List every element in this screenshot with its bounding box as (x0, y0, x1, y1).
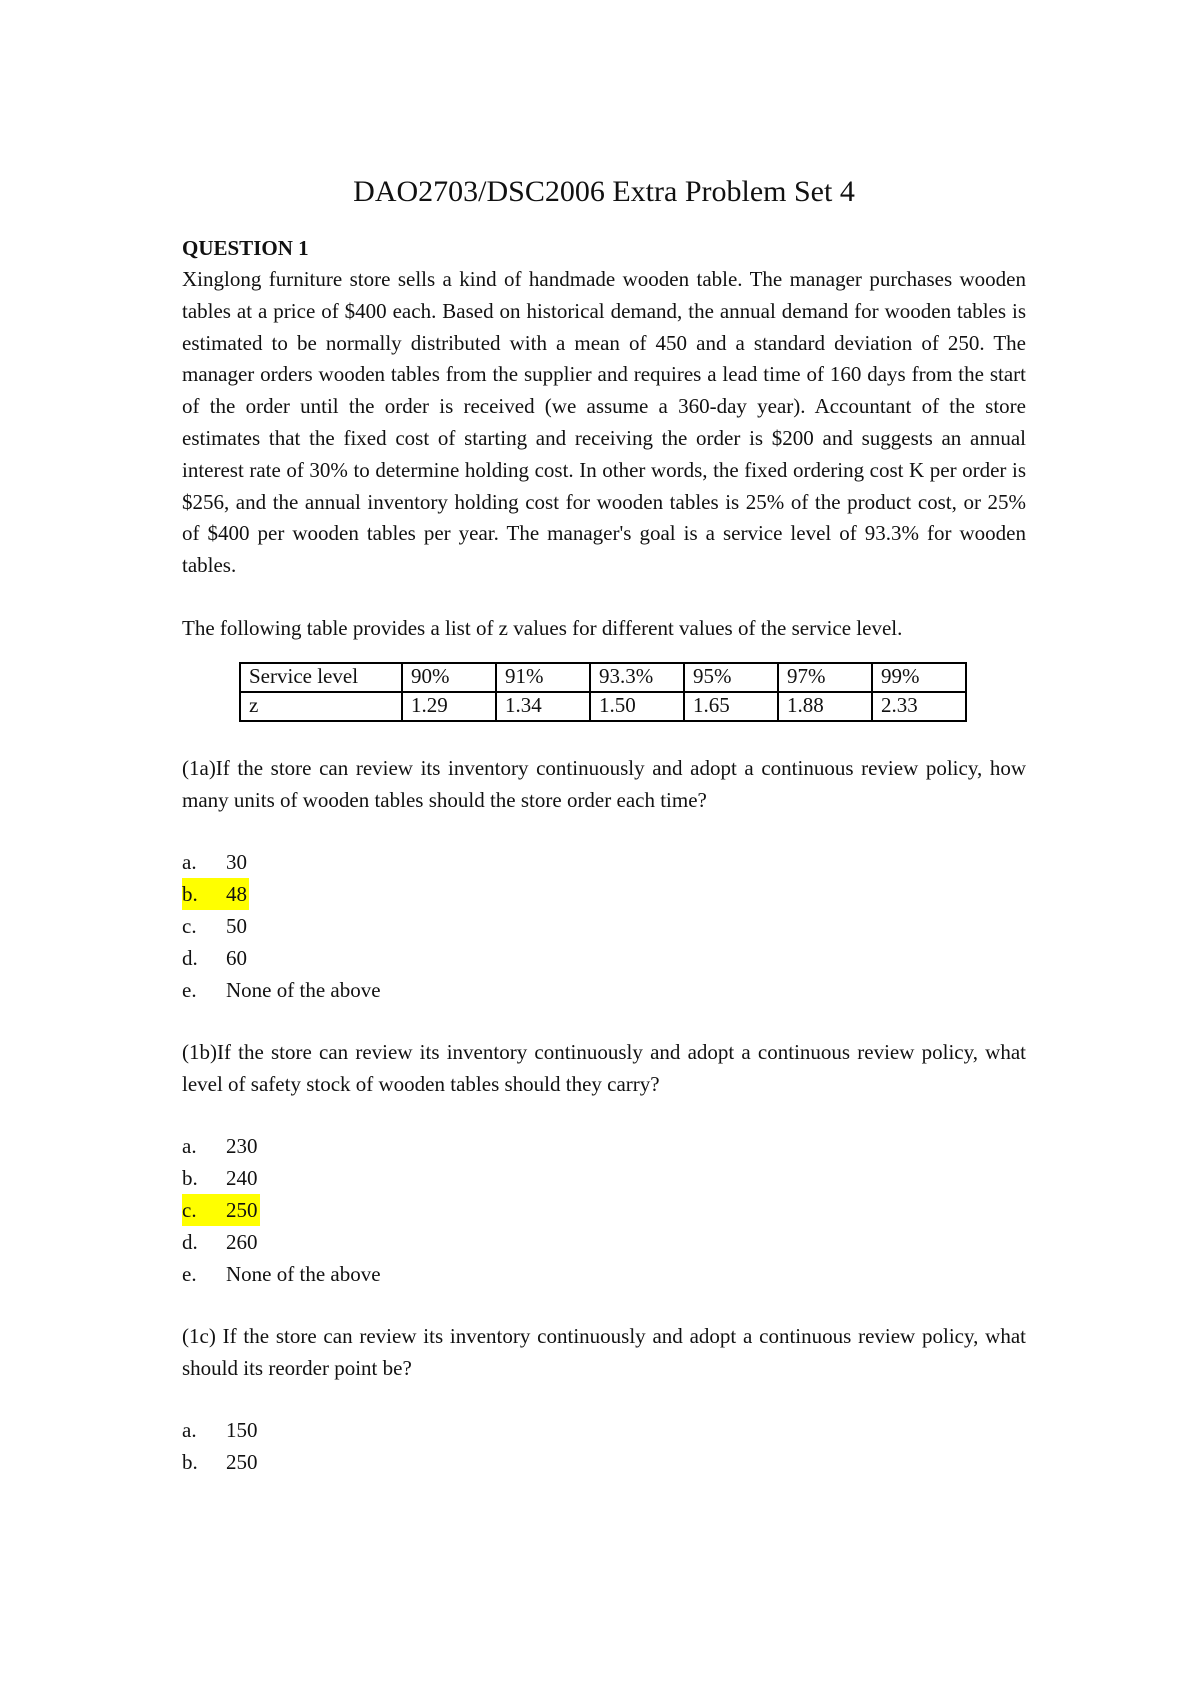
options-1a (182, 846, 1026, 1006)
table-cell: 1.34 (496, 692, 590, 721)
subquestion-1a: (1a)If the store can review its inventory continuously and adopt a continuous review policy, how many units of wooden tables should the store order each time? (182, 755, 1026, 812)
list-item (182, 974, 1026, 1006)
table-cell: 95% (684, 663, 778, 692)
list-item (182, 1226, 1026, 1258)
list-item (182, 878, 1026, 910)
page-content (182, 172, 1026, 1478)
table-cell: 1.88 (778, 692, 872, 721)
option-text: None of the above (226, 977, 381, 1002)
option-letter: a. (182, 1417, 197, 1442)
option-letter: d. (182, 1229, 198, 1254)
table-row (240, 692, 966, 721)
list-item (182, 1414, 1026, 1446)
option-line (182, 1258, 383, 1290)
document-title: DAO2703/DSC2006 Extra Problem Set 4 (353, 175, 855, 208)
options-1c (182, 1414, 1026, 1478)
table-intro: The following table provides a list of z values for different values of the service level. (182, 615, 903, 640)
table-cell: 97% (778, 663, 872, 692)
options-1b (182, 1130, 1026, 1290)
option-line (182, 1130, 260, 1162)
option-line (182, 1446, 260, 1478)
table-cell: 93.3% (590, 663, 684, 692)
option-text: 250 (226, 1449, 258, 1474)
option-text: None of the above (226, 1261, 381, 1286)
list-item (182, 1194, 1026, 1226)
option-text: 50 (226, 913, 247, 938)
question-heading: QUESTION 1 (182, 236, 309, 260)
subquestion-1b: (1b)If the store can review its inventory continuously and adopt a continuous review policy, what level of safety stock of wooden tables should they carry? (182, 1039, 1026, 1096)
option-letter: b. (182, 881, 198, 906)
table-cell: 90% (402, 663, 496, 692)
option-line (182, 974, 383, 1006)
table-cell: z (240, 692, 402, 721)
option-letter: b. (182, 1165, 198, 1190)
option-letter: a. (182, 1133, 197, 1158)
option-text: 60 (226, 945, 247, 970)
list-item (182, 846, 1026, 878)
option-text: 260 (226, 1229, 258, 1254)
list-item (182, 910, 1026, 942)
list-item (182, 1258, 1026, 1290)
table-cell: 91% (496, 663, 590, 692)
table-cell: 99% (872, 663, 966, 692)
highlighted-answer (182, 878, 249, 910)
option-line (182, 1162, 260, 1194)
table-cell: 1.50 (590, 692, 684, 721)
option-letter: b. (182, 1449, 198, 1474)
question-body: Xinglong furniture store sells a kind of handmade wooden table. The manager purchases wooden tables at a price of $400 each. Based on historical demand, the annual demand for wooden tables is estimated to be normally distributed with a mean of 450 and a standard deviation of 250. The manager orders wooden tables from the supplier and requires a lead time of 160 days from the start of the order until the order is received (we assume a 360-day year). Accountant of the store estimates that the fixed cost of starting and receiving the order is $200 and suggests an annual interest rate of 30% to determine holding cost. In other words, the fixed ordering cost K per order is $256, and the annual inventory holding cost for wooden tables is 25% of the product cost, or 25% of $400 per wooden tables per year. The manager's goal is a service level of 93.3% for wooden tables. (182, 267, 1026, 578)
option-letter: d. (182, 945, 198, 970)
z-value-table (239, 662, 967, 722)
option-text: 240 (226, 1165, 258, 1190)
option-letter: c. (182, 1197, 197, 1222)
list-item (182, 1162, 1026, 1194)
highlighted-answer (182, 1194, 260, 1226)
option-line (182, 942, 249, 974)
option-text: 30 (226, 849, 247, 874)
option-text: 250 (226, 1197, 258, 1222)
option-line (182, 910, 249, 942)
table-cell: 2.33 (872, 692, 966, 721)
option-letter: e. (182, 1261, 197, 1286)
option-text: 230 (226, 1133, 258, 1158)
table-row (240, 663, 966, 692)
option-letter: a. (182, 849, 197, 874)
option-letter: c. (182, 913, 197, 938)
option-letter: e. (182, 977, 197, 1002)
subquestion-1c: (1c) If the store can review its inventory continuously and adopt a continuous review policy, what should its reorder point be? (182, 1323, 1026, 1380)
list-item (182, 1130, 1026, 1162)
table-cell: 1.29 (402, 692, 496, 721)
list-item (182, 1446, 1026, 1478)
table-cell: Service level (240, 663, 402, 692)
option-line (182, 846, 249, 878)
option-text: 150 (226, 1417, 258, 1442)
list-item (182, 942, 1026, 974)
option-line (182, 1414, 260, 1446)
table-cell: 1.65 (684, 692, 778, 721)
option-text: 48 (226, 881, 247, 906)
option-line (182, 1226, 260, 1258)
